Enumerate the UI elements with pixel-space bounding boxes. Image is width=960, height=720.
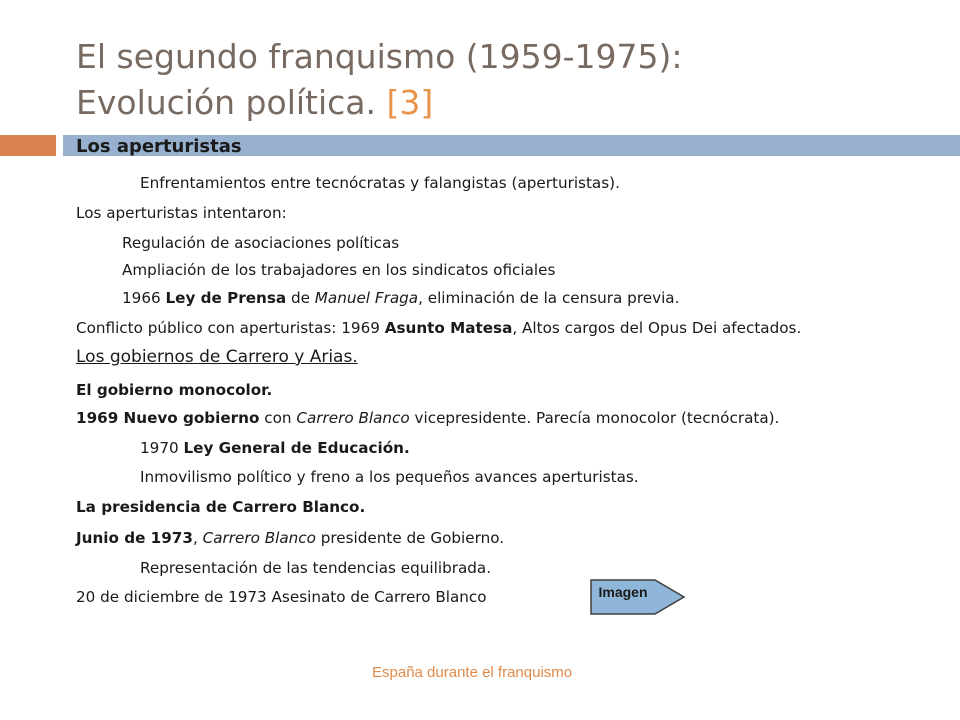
carrero-blanco-1: Carrero Blanco — [296, 409, 410, 427]
manuel-fraga: Manuel Fraga — [314, 289, 419, 307]
body-line-6-c: , Altos cargos del Opus Dei afectados. — [512, 319, 802, 337]
title-line-2 — [76, 80, 936, 126]
body-line-9-rest: vicepresidente. Parecía monocolor (tecnócrata). — [409, 409, 780, 427]
title-line-2-main: Evolución política. — [76, 83, 376, 122]
body-line-3: Regulación de asociaciones políticas — [122, 234, 400, 252]
body-line-14: Representación de las tendencias equilibrada. — [140, 559, 492, 577]
ley-de-prensa: Ley de Prensa — [165, 289, 287, 307]
body-line-12 — [76, 497, 365, 517]
body-line-2: Los aperturistas intentaron: — [76, 204, 287, 222]
body-line-13-rest: presidente de Gobierno. — [315, 529, 505, 547]
body-line-1: Enfrentamientos entre tecnócratas y falangistas (aperturistas). — [140, 174, 620, 192]
section-heading: Los aperturistas — [76, 136, 242, 157]
body-line-8 — [76, 380, 272, 400]
title-part-number: [3] — [386, 83, 434, 122]
ley-general-educacion: Ley General de Educación. — [183, 439, 410, 457]
imagen-link-button[interactable] — [590, 579, 686, 615]
gobierno-monocolor-heading: El gobierno monocolor. — [76, 381, 273, 399]
nuevo-gobierno: 1969 Nuevo gobierno — [76, 409, 260, 427]
subheading-gobiernos: Los gobiernos de Carrero y Arias. — [76, 347, 358, 367]
body-line-10 — [140, 438, 410, 458]
asunto-matesa: Asunto Matesa — [384, 319, 513, 337]
junio-1973: Junio de 1973 — [76, 529, 193, 547]
slide-title — [76, 34, 936, 126]
body-line-13 — [76, 528, 504, 548]
slide-footer: España durante el franquismo — [372, 664, 573, 681]
body-line-11: Inmovilismo político y freno a los pequeños avances aperturistas. — [140, 468, 639, 486]
body-line-5 — [122, 288, 679, 308]
presidencia-carrero-heading: La presidencia de Carrero Blanco. — [76, 498, 366, 516]
body-line-5-year: 1966 — [122, 289, 166, 307]
orange-accent-bar — [0, 135, 56, 156]
body-line-4: Ampliación de los trabajadores en los sindicatos oficiales — [122, 261, 556, 279]
body-line-5-rest: , eliminación de la censura previa. — [418, 289, 680, 307]
body-line-15: 20 de diciembre de 1973 Asesinato de Carrero Blanco — [76, 588, 487, 606]
carrero-blanco-2: Carrero Blanco — [202, 529, 316, 547]
body-line-6 — [76, 318, 801, 338]
body-line-9-con: con — [259, 409, 297, 427]
title-line-1: El segundo franquismo (1959-1975): — [76, 37, 683, 76]
body-line-13-comma: , — [192, 529, 203, 547]
body-line-6-a: Conflicto público con aperturistas: 1969 — [76, 319, 385, 337]
imagen-label: Imagen — [598, 584, 648, 600]
body-line-5-de: de — [286, 289, 315, 307]
body-line-9 — [76, 408, 779, 428]
body-line-10-year: 1970 — [140, 439, 184, 457]
